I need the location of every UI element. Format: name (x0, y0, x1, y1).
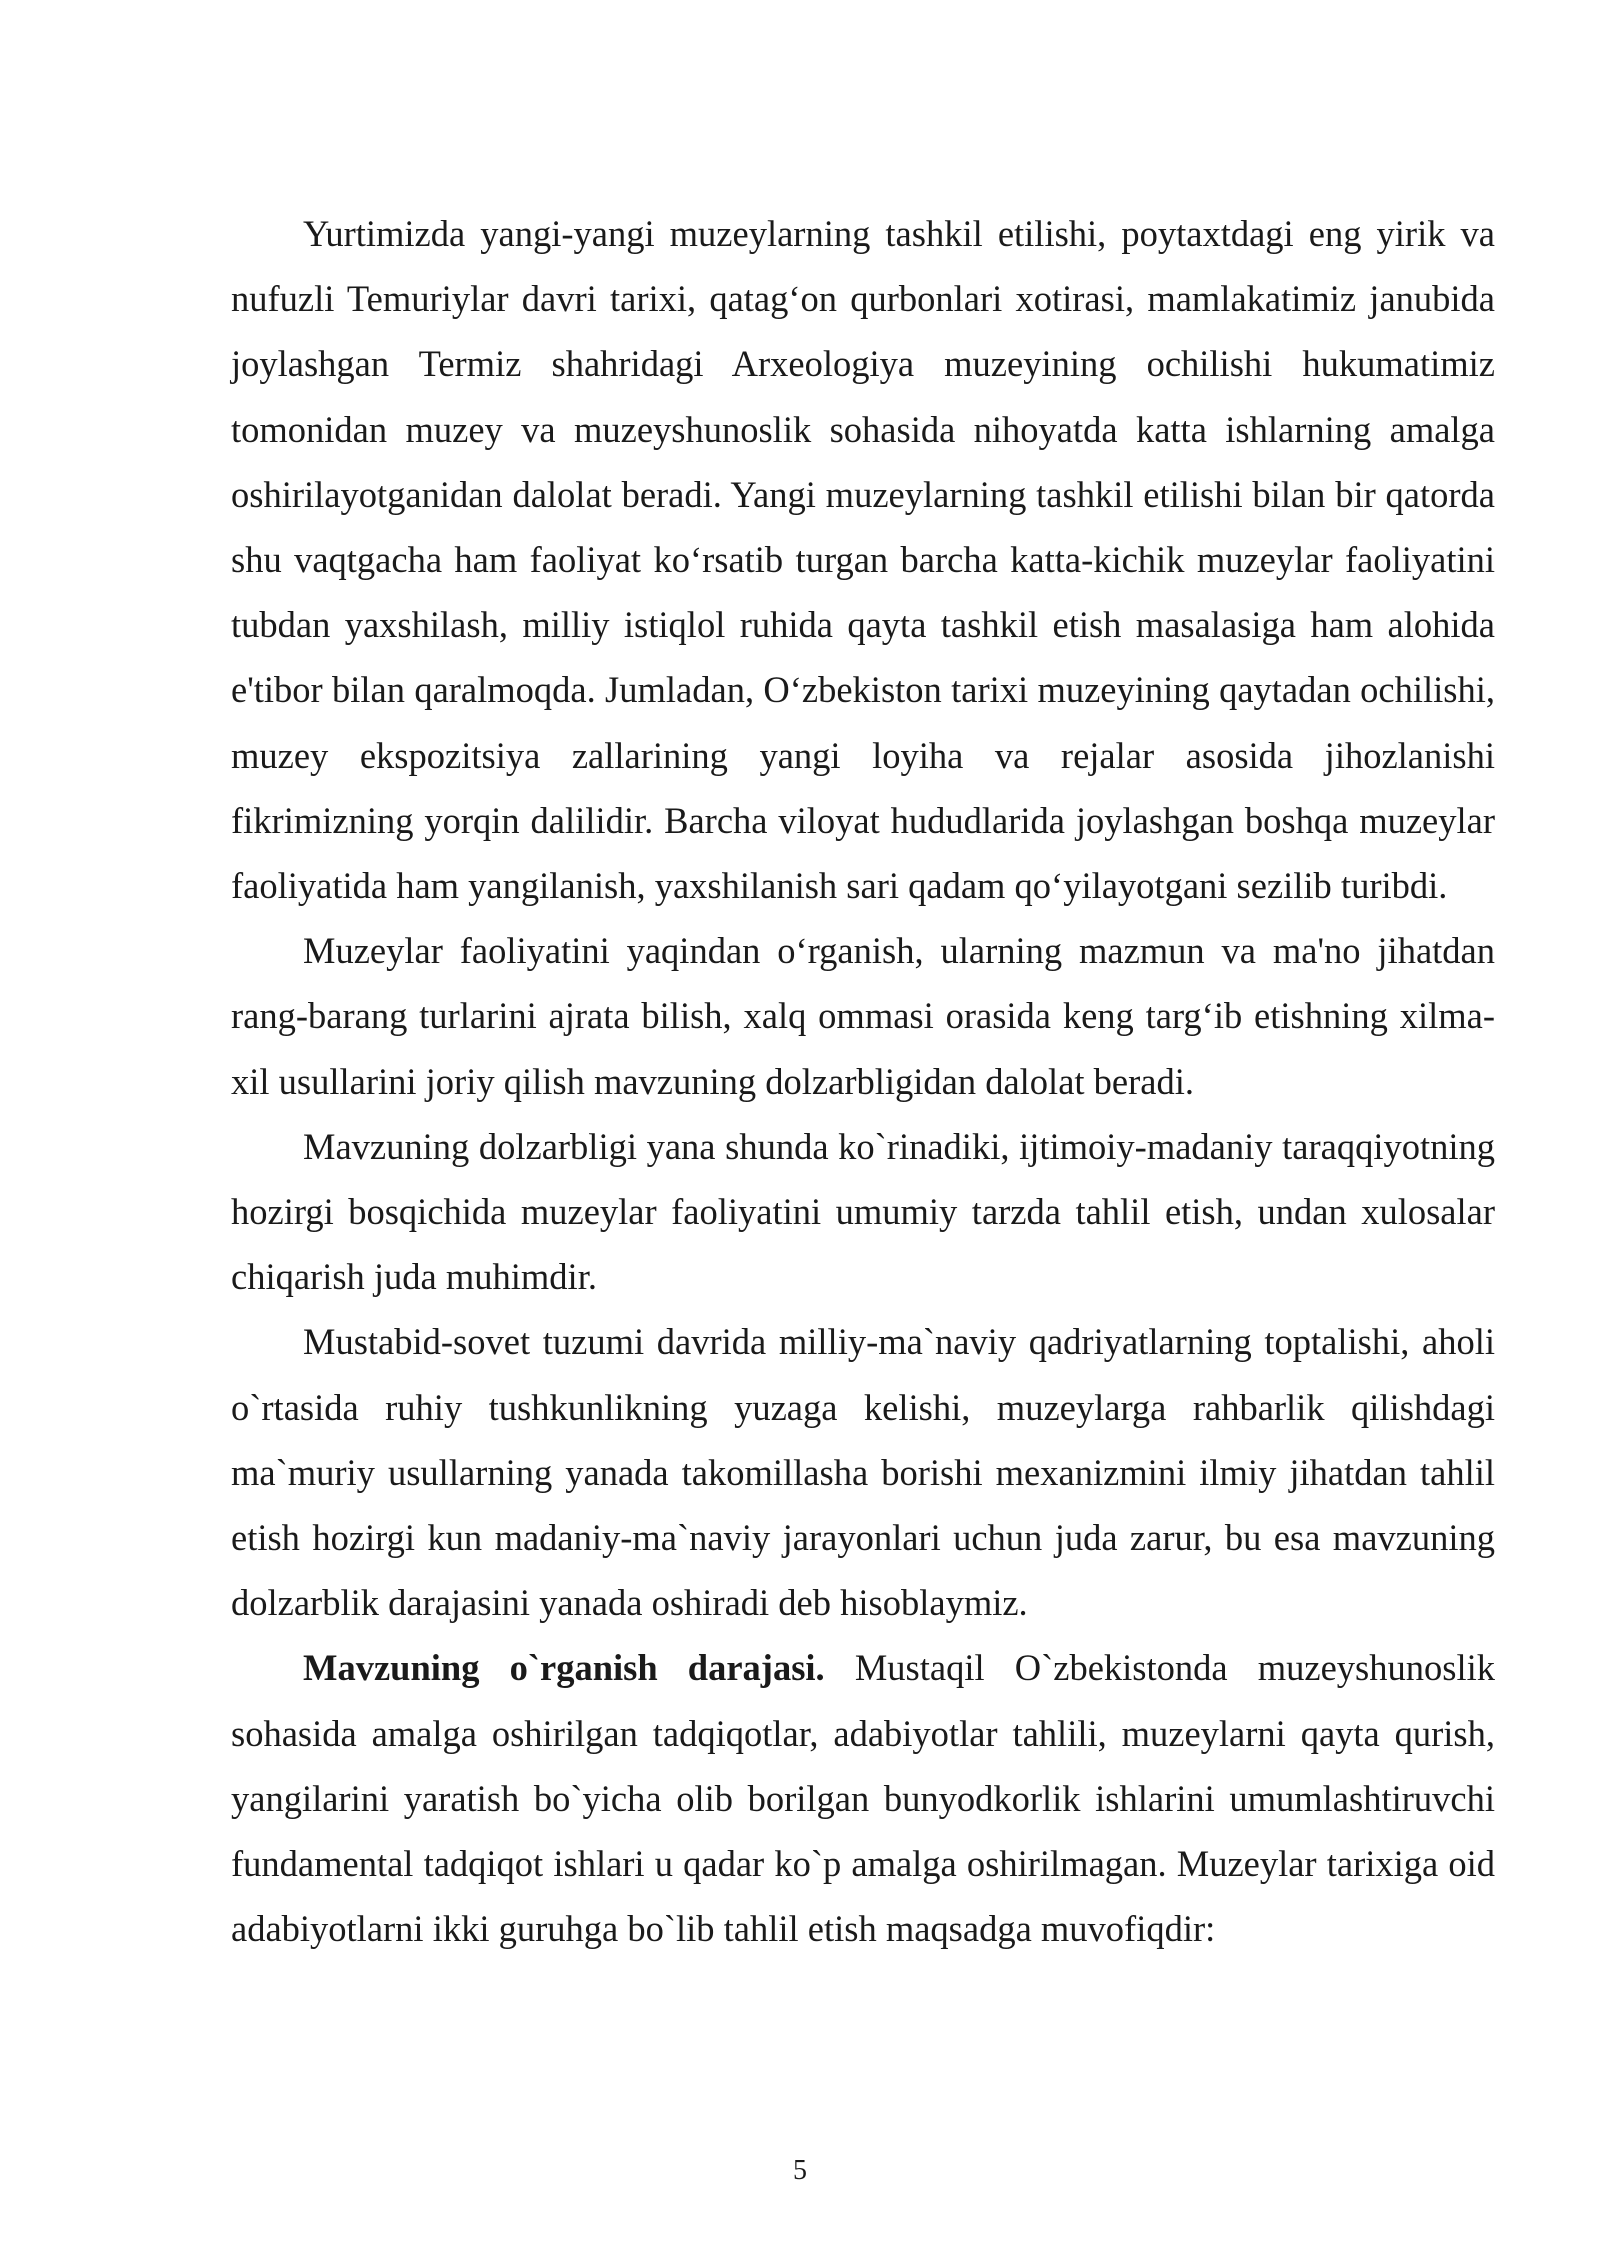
paragraph-1 (231, 201, 1495, 918)
paragraph-2-text: Muzeylar faoliyatini yaqindan o‘rganish, ularning mazmun va ma'no jihatdan rang-barang turlarini ajrata bilish, xalq ommasi orasida keng targ‘ib etishning xilma-xil usullarini joriy qilish mavzuning dolzarbligidan dalolat beradi. (231, 930, 1495, 1102)
paragraph-2 (231, 918, 1495, 1114)
paragraph-4 (231, 1309, 1495, 1635)
paragraph-5-text: Mustaqil O`zbekistonda muzeyshunoslik sohasida amalga oshirilgan tadqiqotlar, adabiyotlar tahlili, muzeylarni qayta qurish, yangilarini yaratish bo`yicha olib borilgan bunyodkorlik ishlarini umumlashtiruvchi fundamental tadqiqot ishlari u qadar ko`p amalga oshirilmagan. Muzeylar tarixiga oid adabiyotlarni ikki guruhga bo`lib tahlil etish maqsadga muvofiqdir: (231, 1647, 1495, 1950)
paragraph-1-text: Yurtimizda yangi-yangi muzeylarning tashkil etilishi, poytaxtdagi eng yirik va nufuzli Temuriylar davri tarixi, qatag‘on qurbonlari xotirasi, mamlakatimiz janubida joylashgan Termiz shahridagi Arxeologiya muzeyining ochilishi hukumatimiz tomonidan muzey va muzeyshunoslik sohasida nihoyatda katta ishlarning amalga oshirilayotganidan dalolat beradi. Yangi muzeylarning tashkil etilishi bilan bir qatorda shu vaqtgacha ham faoliyat ko‘rsatib turgan barcha katta-kichik muzeylar faoliyatini tubdan yaxshilash, milliy istiqlol ruhida qayta tashkil etish masalasiga ham alohida e'tibor bilan qaralmoqda. Jumladan, O‘zbekiston tarixi muzeyining qaytadan ochilishi, muzey ekspozitsiya zallarining yangi loyiha va rejalar asosida jihozlanishi fikrimizning yorqin dalilidir. Barcha viloyat hududlarida joylashgan boshqa muzeylar faoliyatida ham yangilanish, yaxshilanish sari qadam qo‘yilayotgani sezilib turibdi. (231, 213, 1495, 907)
paragraph-3 (231, 1114, 1495, 1310)
paragraph-3-text: Mavzuning dolzarbligi yana shunda ko`rinadiki, ijtimoiy-madaniy taraqqiyotning hozirgi bosqichida muzeylar faoliyatini umumiy tarzda tahlil etish, undan xulosalar chiqarish juda muhimdir. (231, 1125, 1495, 1298)
body-text (231, 201, 1495, 1961)
paragraph-5 (231, 1635, 1495, 1961)
section-heading: Mavzuning o`rganish darajasi. (303, 1647, 825, 1689)
page-number: 5 (793, 2155, 807, 2186)
paragraph-4-text: Mustabid-sovet tuzumi davrida milliy-ma`naviy qadriyatlarning toptalishi, aholi o`rtasida ruhiy tushkunlikning yuzaga kelishi, muzeylarga rahbarlik qilishdagi ma`muriy usullarning yanada takomillasha borishi mexanizmini ilmiy jihatdan tahlil etish hozirgi kun madaniy-ma`naviy jarayonlari uchun juda zarur, bu esa mavzuning dolzarblik darajasini yanada oshiradi deb hisoblaymiz. (231, 1321, 1495, 1624)
